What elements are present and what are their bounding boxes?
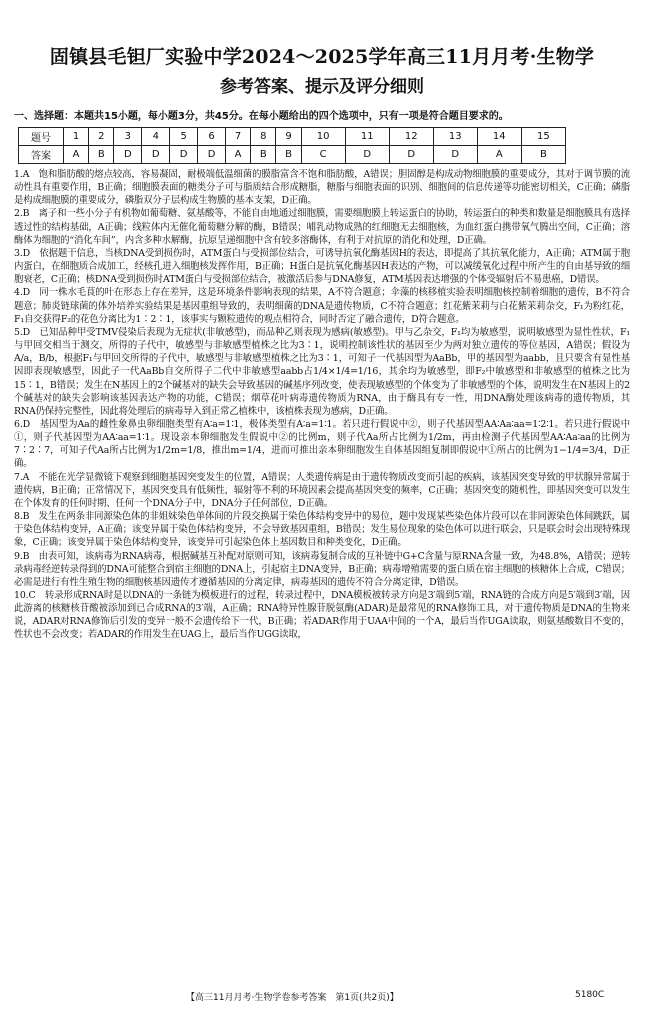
question-number-cell: 2 bbox=[89, 128, 114, 146]
answer-row bbox=[19, 146, 566, 164]
explanation-item: 9.B 由表可知，该病毒为RNA病毒，根据碱基互补配对原则可知，该病毒复制合成的互补链中G+C含量与原RNA含量一致，为48.8%，A错误；逆转录病毒经逆转录得到的DNA可能整合到宿主细胞的DNA上，引起宿主DNA变异，B正确；病毒增殖需要的蛋白质在宿主细胞的核糖体上合成，C错误；必需是进行有性生殖生物的细胞核基因遗传才遵循基因的分离定律，病毒基因的遗传不符合分离定律，D错误。 bbox=[14, 550, 630, 588]
answer-cell: C bbox=[301, 146, 345, 164]
footer-page-info: 【高三11月月考·生物学卷参考答案 第1页(共2页)】 bbox=[186, 993, 399, 1003]
answer-cell: D bbox=[142, 146, 170, 164]
explanation-list bbox=[14, 168, 630, 642]
explanation-item: 6.D 基因型为Aa的雌性象鼻虫卵细胞类型有A∶a=1∶1，极体类型有A∶a=1∶1。若只进行假说中②，则子代基因型AA∶Aa∶aa=1∶2∶1。若只进行假说中①，则子代基因型为AA∶aa=1∶1。现设亲本卵细胞发生假说中②的比例m，则子代Aa所占比例为1/2m，再由检测子代基因型AA∶Aa∶aa的比例为7∶2∶7，可知子代Aa所占比例为1/2m=1/8，推出m=1/4，进而可推出亲本卵细胞发生自体基因组复制即假说中①所占的比例为1−1/4=3/4，D正确。 bbox=[14, 418, 630, 470]
row-label-number: 题号 bbox=[19, 128, 64, 146]
footer-code: 5180C bbox=[575, 990, 605, 1000]
document-title: 固镇县毛钽厂实验中学2024～2025学年高三11月月考·生物学 bbox=[49, 46, 595, 68]
answer-cell: D bbox=[198, 146, 226, 164]
question-number-cell: 14 bbox=[477, 128, 521, 146]
question-number-cell: 4 bbox=[142, 128, 170, 146]
explanation-item: 2.B 离子和一些小分子有机物如葡萄糖、氨基酸等，不能自由地通过细胞膜，需要细胞膜上转运蛋白的协助，转运蛋白的种类和数量是细胞膜具有选择透过性的结构基础，A正确；线粒体内无催化葡萄糖分解的酶，B错误；哺乳动物成熟的红细胞无去细胞核，为血红蛋白携带氧气腾出空间，C正确；溶酶体为细胞的“消化车间”，内含多种水解酶，抗原呈递细胞中含有较多溶酶体，有利于对抗原的消化和处理，D正确。 bbox=[14, 208, 630, 246]
answer-cell: A bbox=[226, 146, 251, 164]
question-number-cell: 5 bbox=[170, 128, 198, 146]
explanation-item: 10.C 转录形成RNA时是以DNA的一条链为模板进行的过程，转录过程中，DNA模板被转录方向是3′端到5′端，RNA链的合成方向是5′端到3′端，因此游离的核糖核苷酸被添加到已合成RNA的3′端，A正确；RNA特异性腺苷脱氨酶(ADAR)是最常见的RNA修饰工具，对于遗传物质是DNA的生物来说，ADAR对RNA修饰后引发的变异一般不会遗传给下一代，B正确；若ADAR作用于UAA中间的一个A，最后当作UGA读取，则氨基酸数目不变的，性状也不会改变；若ADAR的作用发生在UAG上，最后当作UGG读取， bbox=[14, 590, 630, 641]
answer-cell: D bbox=[170, 146, 198, 164]
explanation-item: 4.D 同一株水毛茛的叶在形态上存在差异，这是环境条件影响表现的结果，A不符合题意；伞藻的核移植实验表明细胞核控制着细胞的遗传，B不符合题意；肺炎链球菌的体外培养实验结果是基因重组导致的，表明细菌的DNA是遗传物质，C不符合题意；红花紫茉莉与白花紫茉莉杂交，F₁为粉红花，F₁自交获得F₂的花色分离比为1∶2∶1，该事实与颗粒遗传的观点相符合，同时否定了融合遗传，D符合题意。 bbox=[14, 287, 630, 325]
question-number-cell: 15 bbox=[521, 128, 565, 146]
question-number-cell: 9 bbox=[276, 128, 301, 146]
row-label-answer: 答案 bbox=[19, 146, 64, 164]
answer-table bbox=[18, 127, 566, 164]
question-number-cell: 10 bbox=[301, 128, 345, 146]
question-number-cell: 8 bbox=[251, 128, 276, 146]
answer-cell: D bbox=[345, 146, 389, 164]
question-number-cell: 11 bbox=[345, 128, 389, 146]
answer-cell: B bbox=[521, 146, 565, 164]
explanation-item: 7.A 不能在光学显微镜下观察到细胞基因突变发生的位置，A错误；人类遗传病是由于遗传物质改变而引起的疾病，该基因突变导致的甲状腺异常属于遗传病，B正确；正常情况下，基因突变具有低频性，辐射等不利的环境因素会提高基因突变的频率，C正确；基因突变的随机性，即基因突变可以发生在个体发育的任何时期、任何一个DNA分子中，DNA分子任何部位，D正确。 bbox=[14, 471, 630, 509]
answer-cell: A bbox=[477, 146, 521, 164]
answer-cell: D bbox=[389, 146, 433, 164]
question-number-cell: 3 bbox=[114, 128, 142, 146]
explanation-item: 8.B 发生在两条非同源染色体的非姐妹染色单体间的片段交换属于染色体结构变异中的易位，题中发现某些染色体片段可以在非同源染色体间跳跃，属于染色体结构变异，A正确；该变异属于染色体结构变异，不会导致基因重组，B错误；发生易位现象的染色体可以进行联会，只是联会时会出现特殊现象，C正确；该变异属于染色体结构变异，该变异可引起染色体上基因数目和种类变化，D正确。 bbox=[14, 511, 630, 549]
explanation-item: 3.D 依据题干信息，当核DNA受到损伤时，ATM蛋白与受损部位结合，可诱导抗氧化酶基因H的表达，即提高了其抗氧化能力，A正确；ATM属于胞内蛋白，在细胞质合成加工，经核孔进入细胞核发挥作用，B正确；H蛋白是抗氧化酶基因H表达的产物，可以减缓氧化过程中所产生的自由基导致的细胞衰老，C正确；核DNA受到损伤时ATM蛋白与受损部位结合，被激活后参与DNA修复，ATM基因表达增强的个体受辐射后不易患癌，D错误。 bbox=[14, 247, 630, 286]
answer-cell: B bbox=[276, 146, 301, 164]
answer-cell: B bbox=[251, 146, 276, 164]
question-number-cell: 1 bbox=[64, 128, 89, 146]
question-number-cell: 13 bbox=[433, 128, 477, 146]
question-number-cell: 7 bbox=[226, 128, 251, 146]
question-number-cell: 6 bbox=[198, 128, 226, 146]
question-number-row bbox=[19, 128, 566, 146]
answer-cell: D bbox=[433, 146, 477, 164]
answer-cell: A bbox=[64, 146, 89, 164]
question-number-cell: 12 bbox=[389, 128, 433, 146]
explanation-item: 1.A 饱和脂肪酸的熔点较高，容易凝固，耐极端低温细菌的膜脂富含不饱和脂肪酸，A错误；胆固醇是构成动物细胞膜的重要成分，其对于调节膜的流动性具有重要作用，B正确；细胞膜表面的糖类分子可与脂质结合形成糖脂，糖脂与细胞表面的识别、细胞间的信息传递等功能密切相关，C正确；磷脂是构成细胞膜的重要成分，磷脂双分子层构成生物膜的基本支架，D正确。 bbox=[14, 169, 630, 207]
explanation-item: 5.D 已知品种甲受TMV侵染后表现为无症状(非敏感型)，而品种乙则表现为感病(敏感型)。甲与乙杂交，F₁均为敏感型，说明敏感型为显性性状，F₁与甲回交相当于测交，所得的子代中，敏感型与非敏感型植株之比为3∶1，说明控制该性状的基因至少为两对独立遗传的等位基因，A错误；假设为A/a，B/b，根据F₁与甲回交所得的子代中，敏感型与非敏感型植株之比为3∶1，可知子一代基因型为AaBb，甲的基因型为aabb，且只要含有显性基因即表现敏感型，因此子一代AaBb自交所得子二代中非敏感型aabb占1/4×1/4=1/16，其余均为敏感型，即F₂中敏感型和非敏感型的植株之比为15∶1，B错误；发生在N基因上的2个碱基对的缺失会导致基因的碱基序列改变，使表现敏感型的个体变为了非敏感型的个体，说明发生在N基因上的2个碱基对的缺失会影响该基因表达产物的功能，C错误；烟草花叶病毒遗传物质为RNA，由于酶具有专一性，用DNA酶处理该病毒的遗传物质，其RNA仍保持完整性，因此将处理后的病毒导入到正常乙植株中，该植株表现为感病，D正确。 bbox=[14, 326, 630, 417]
answer-cell: D bbox=[114, 146, 142, 164]
section-heading: 一、选择题：本题共15小题，每小题3分，共45分。在每小题给出的四个选项中，只有一项是符合题目要求的。 bbox=[14, 111, 509, 122]
document-subtitle: 参考答案、提示及评分细则 bbox=[220, 77, 424, 97]
answer-cell: B bbox=[89, 146, 114, 164]
